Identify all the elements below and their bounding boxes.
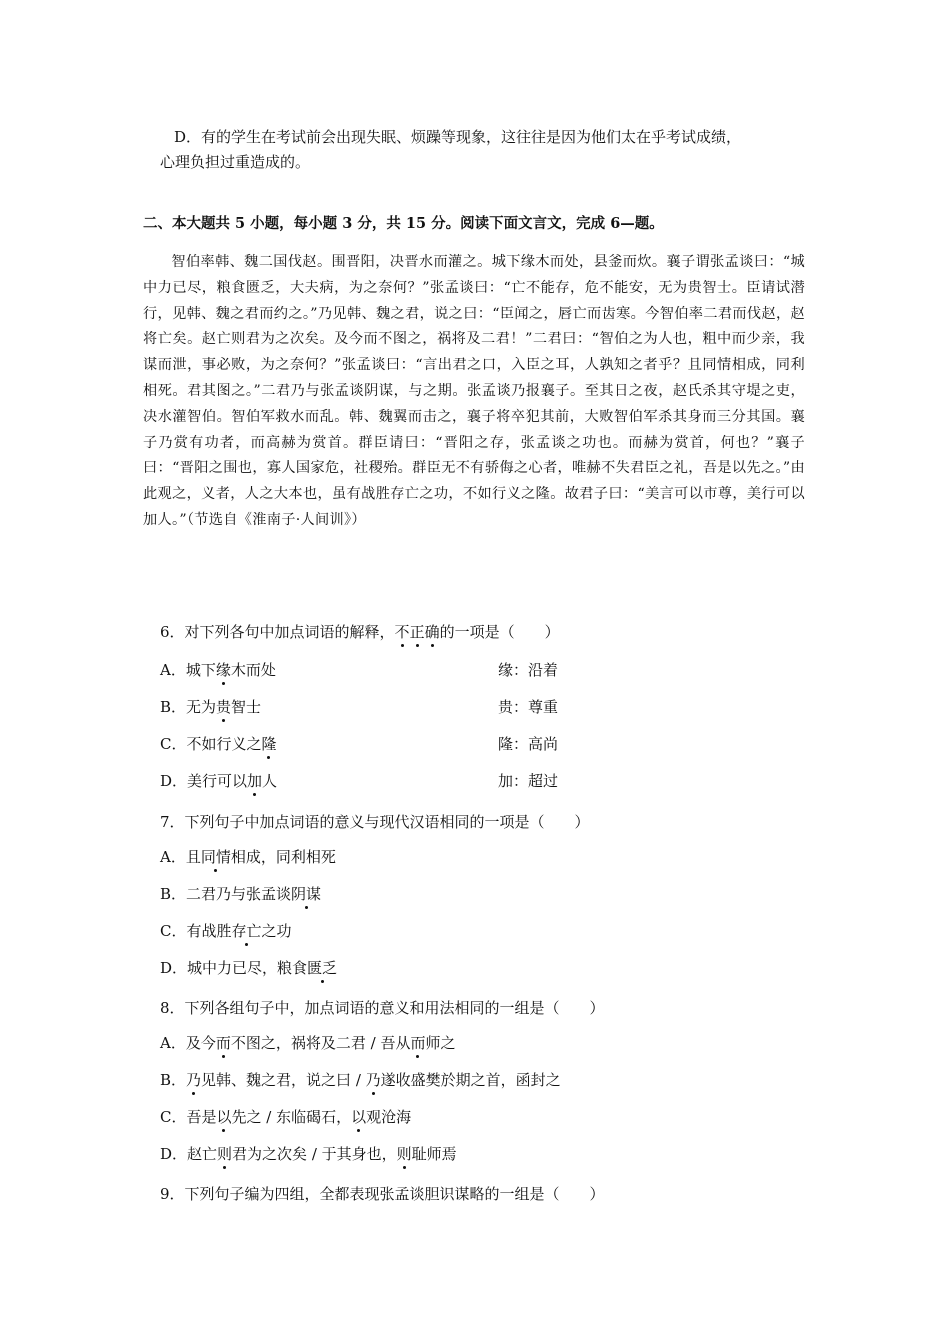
q7-option-c [160,921,292,941]
q6-stem [160,622,560,642]
q6-stem-emphasis [395,623,440,641]
dotted-char: 确 [424,623,440,641]
q7-option-d [160,958,337,978]
option-text: A．及今 [160,1034,216,1052]
option-text: B．无为 [160,698,217,716]
dotted-word: 缘 [215,661,231,679]
option-text: C．有战胜 [160,922,232,940]
q7-stem: 7．下列句子中加点词语的意义与现代汉语相同的一项是（ ） [160,813,590,831]
option-gloss: 缘：沿着 [498,661,559,679]
dotted-word: 则 [396,1145,412,1163]
dotted-char: 正 [409,623,425,641]
q7-option-b [160,884,321,904]
option-text: B．二君乃与张孟谈 [160,885,292,903]
option-text: B． [160,1071,187,1089]
dotted-word: 以 [351,1108,367,1126]
option-text: 见韩、魏之君，说之曰 / [201,1071,366,1089]
option-text: D．美行可以 [160,772,248,790]
q9-stem: 9．下列句子编为四组，全都表现张孟谈胆识谋略的一组是（ ） [160,1185,605,1203]
option-text: D．城中力已尽，粮食 [160,959,308,977]
option-text: 不图之，祸将及二君 / 吾从 [230,1034,411,1052]
option-text: 之功 [261,922,292,940]
dotted-word: 同情 [200,848,231,866]
q8-option-a [160,1033,455,1053]
option-text: C．不如行义之 [160,735,262,753]
option-text: 遂收盛樊於期之首，函封之 [380,1071,561,1089]
option-text: 木而处 [230,661,276,679]
q6-stem-text-a: 6．对下列各句中加点词语的解释， [160,623,395,641]
q6-option-d [160,771,559,791]
option-text: 师之 [425,1034,456,1052]
dotted-char: 不 [394,623,410,641]
q5-option-d-line2: 心理负担过重造成的。 [160,153,311,171]
q7-option-a [160,847,336,867]
option-text: 观沧海 [366,1108,412,1126]
option-text: C．吾是 [160,1108,217,1126]
classical-passage: 智伯率韩、魏二国伐赵。围晋阳，决晋水而灌之。城下缘木而处，县釜而炊。襄子谓张孟谈曰：“城中力已尽，粮食匮乏，大夫病，为之奈何？”张孟谈曰：“亡不能存，危不能安，无为贵智士。臣请试潜行，见韩、魏之君而约之。”乃见韩、魏之君，说之曰：“臣闻之，唇亡而齿寒。今智伯率二君而伐赵，赵将亡矣。赵亡则君为之次矣。及今而不图之，祸将及二君！”二君曰：“智伯之为人也，粗中而少亲，我谋而泄，事必败，为之奈何？”张孟谈曰：“言出君之口，入臣之耳，人孰知之者乎？且同情相成，同利相死。君其图之。”二君乃与张孟谈阴谋，与之期。张孟谈乃报襄子。至其日之夜，赵氏杀其守堤之吏，决水灌智伯。智伯军救水而乱。韩、魏翼而击之，襄子将卒犯其前，大败智伯军杀其身而三分其国。襄子乃赏有功者，而高赫为赏首。群臣请曰：“晋阳之存，张孟谈之功也。而赫为赏首，何也？”襄子曰：“晋阳之围也，寡人国家危，社稷殆。群臣无不有骄侮之心者，唯赫不失君臣之礼，吾是以先之。”由此观之，义者，人之大本也，虽有战胜存亡之功，不如行义之隆。故君子曰：“美言可以市尊，美行可以加人。”（节选自《淮南子·人间训》） [143,254,805,528]
dotted-word: 则 [217,1145,233,1163]
dotted-word: 阴谋 [291,885,322,903]
dotted-word: 加 [247,772,263,790]
option-text: 君为之次矣 / 于其身也， [232,1145,397,1163]
q8-stem: 8．下列各组句子中，加点词语的意义和用法相同的一组是（ ） [160,999,605,1017]
q8-option-c [160,1107,411,1127]
option-text: A．且 [160,848,201,866]
option-text: D．赵亡 [160,1145,218,1163]
option-text: 耻师焉 [411,1145,457,1163]
option-text: A．城下 [160,661,216,679]
q5-option-d-line1: D．有的学生在考试前会出现失眠、烦躁等现象，这往往是因为他们太在乎考试成绩， [174,128,742,146]
option-gloss: 隆：高尚 [498,735,559,753]
option-text: 相成，同利相死 [230,848,336,866]
option-text: 人 [262,772,278,790]
q6-option-c [160,734,559,754]
q8-option-d [160,1144,457,1164]
option-gloss: 贵：尊重 [498,698,559,716]
q6-option-a [160,660,559,680]
q8-option-b [160,1070,561,1090]
q6-option-b [160,697,559,717]
dotted-word: 以 [216,1108,232,1126]
dotted-word: 乃 [365,1071,381,1089]
q6-stem-text-b: 的一项是（ ） [439,623,560,641]
dotted-word: 贵 [216,698,232,716]
dotted-word: 而 [410,1034,426,1052]
dotted-word: 乃 [186,1071,202,1089]
section-2-heading: 二、本大题共 5 小题，每小题 3 分，共 15 分。阅读下面文言文，完成 6—题。 [143,215,664,232]
dotted-word: 而 [215,1034,231,1052]
dotted-word: 存亡 [231,922,262,940]
dotted-word: 匮乏 [307,959,338,977]
option-gloss: 加：超过 [498,772,559,790]
dotted-word: 隆 [261,735,277,753]
option-text: 智士 [231,698,262,716]
option-text: 先之 / 东临碣石， [231,1108,352,1126]
